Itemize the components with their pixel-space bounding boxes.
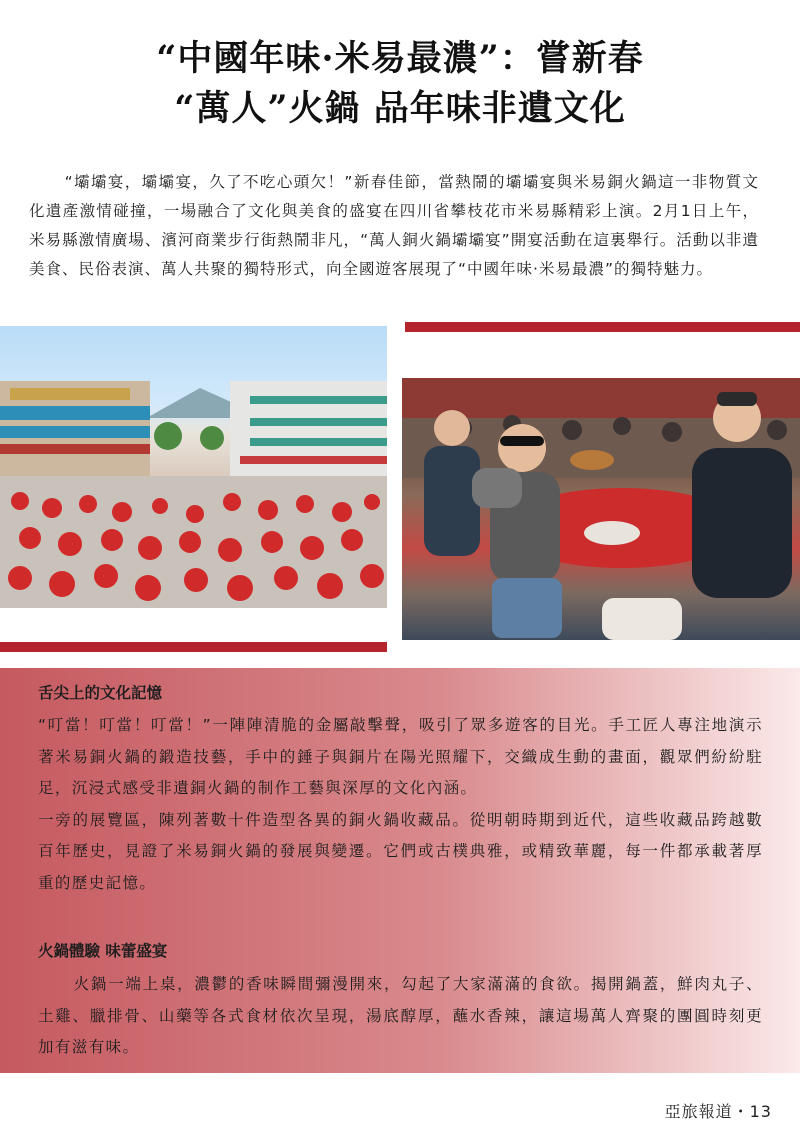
diners-hotpot-photo xyxy=(402,378,800,640)
banquet-street-photo xyxy=(0,326,387,608)
section1-paragraph-2: 一旁的展覽區，陳列著數十件造型各異的銅火鍋收藏品。從明朝時期到近代，這些收藏品跨越數百年歷史，見證了米易銅火鍋的發展與變遷。它們或古樸典雅，或精致華麗，每一件都承載著厚重的歷史記憶。 xyxy=(38,810,763,892)
section1-paragraph-1: “叮當！叮當！叮當！”一陣陣清脆的金屬敲擊聲，吸引了眾多遊客的目光。手工匠人專注地演示著米易銅火鍋的鍛造技藝，手中的錘子與銅片在陽光照耀下，交織成生動的畫面，觀眾們紛紛駐足，沉浸式感受非遺銅火鍋的制作工藝與深厚的文化內涵。 xyxy=(38,716,763,797)
title-line-1: “中國年味·米易最濃”：嘗新春 xyxy=(156,38,644,79)
page-number-label: 亞旅報道・13 xyxy=(664,1102,772,1121)
section2-paragraph-1: 火鍋一端上桌，濃鬱的香味瞬間彌漫開來，勾起了大家滿滿的食欲。揭開鍋蓋，鮮肉丸子、土雞、臘排骨、山藥等各式食材依次呈現，湯底醇厚，蘸水香辣，讓這場萬人齊聚的團圓時刻更加有滋有味。 xyxy=(38,975,763,1056)
accent-bar-bottom xyxy=(0,642,387,652)
diners-hotpot-illustration xyxy=(402,378,800,640)
section-heading-cultural-memory: 舌尖上的文化記憶 xyxy=(38,684,163,702)
article-title xyxy=(0,34,800,134)
section-body-hotpot-experience xyxy=(38,969,763,1064)
banquet-street-illustration xyxy=(0,326,387,608)
title-line-2: “萬人”火鍋 品年味非遺文化 xyxy=(174,88,626,129)
accent-bar-top xyxy=(405,322,800,332)
page-footer xyxy=(665,1100,772,1124)
intro-paragraph xyxy=(29,168,759,284)
intro-text: “壩壩宴，壩壩宴，久了不吃心頭欠！”新春佳節，當熱鬧的壩壩宴與米易銅火鍋這一非物質文化遺產激情碰撞，一場融合了文化與美食的盛宴在四川省攀枝花市米易縣精彩上演。2月1日上午，米易縣激情廣場、濱河商業步行街熱鬧非凡，“萬人銅火鍋壩壩宴”開宴活動在這裏舉行。活動以非遺美食、民俗表演、萬人共聚的獨特形式，向全國遊客展現了“中國年味·米易最濃”的獨特魅力。 xyxy=(29,173,759,278)
section-body-cultural-memory xyxy=(38,710,763,899)
section-heading-hotpot-experience: 火鍋體驗 味蕾盛宴 xyxy=(38,942,168,960)
